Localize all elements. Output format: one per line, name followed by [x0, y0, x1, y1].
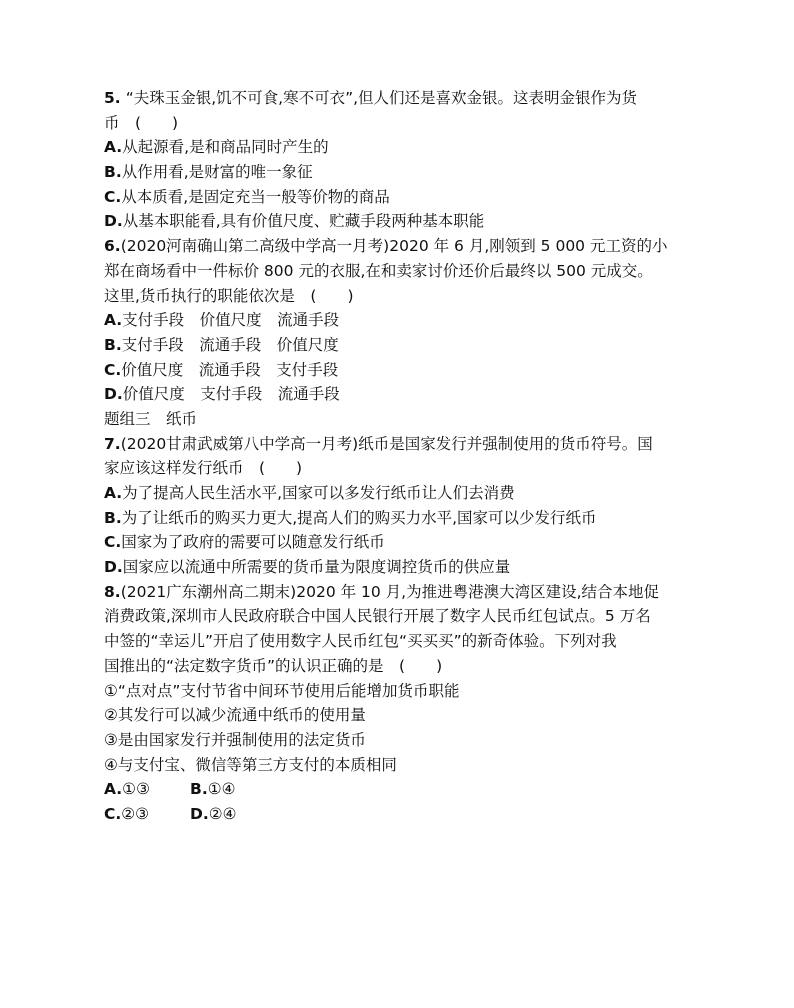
question-stem-line: 币 ( ): [104, 113, 179, 132]
option-text: 国家应以流通中所需要的货币量为限度调控货币的供应量: [122, 558, 511, 577]
question-stem-line: 消费政策,深圳市人民政府联合中国人民银行开展了数字人民币红包试点。5 万名: [104, 607, 651, 626]
option-a: [104, 481, 704, 506]
question-stem-text: (2020河南确山第二高级中学高一月考)2020 年 6 月,刚领到 5 000 元工资的小: [120, 237, 668, 256]
section-heading: 题组三 纸币: [104, 409, 198, 428]
option-c: [104, 358, 704, 383]
option-text: 从本质看,是固定充当一般等价物的商品: [121, 187, 390, 206]
question-stem-line: 郑在商场看中一件标价 800 元的衣服,在和卖家讨价还价后最终以 500 元成交。: [104, 261, 653, 280]
option-label: A.: [104, 138, 123, 157]
option-b: [104, 333, 704, 358]
option-text: ②③: [121, 804, 150, 823]
option-b: [104, 506, 704, 531]
option-text: 价值尺度 支付手段 流通手段: [122, 385, 340, 404]
question-stem-line: 国推出的“法定数字货币”的认识正确的是 ( ): [104, 656, 443, 675]
option-label: B.: [190, 780, 208, 799]
option-text: 从起源看,是和商品同时产生的: [122, 138, 329, 157]
option-label: B.: [104, 335, 122, 354]
question-stem-text: (2020甘肃武威第八中学高一月考)纸币是国家发行并强制使用的货币符号。国: [120, 434, 653, 453]
option-d: [190, 802, 276, 827]
option-a: [104, 777, 190, 802]
option-d: [104, 382, 704, 407]
question-7: [104, 432, 704, 580]
question-stem-line: [104, 580, 704, 605]
question-6: [104, 234, 704, 407]
option-a: [104, 135, 704, 160]
option-row: [104, 777, 704, 802]
option-b: [104, 160, 704, 185]
question-stem-line: [104, 432, 704, 457]
option-text: 为了让纸币的购买力更大,提高人们的购买力水平,国家可以少发行纸币: [121, 508, 597, 527]
statement-item: ④与支付宝、微信等第三方支付的本质相同: [104, 755, 397, 774]
option-label: B.: [104, 508, 122, 527]
question-stem-text: (2021广东潮州高二期末)2020 年 10 月,为推进粤港澳大湾区建设,结合本地促: [120, 582, 660, 601]
question-stem-line: 家应该这样发行纸币 ( ): [104, 459, 303, 478]
question-number: 7.: [104, 434, 121, 453]
question-stem-line: 中签的“幸运儿”开启了使用数字人民币红包“买买买”的新奇体验。下列对我: [104, 632, 617, 651]
option-text: 为了提高人民生活水平,国家可以多发行纸币让人们去消费: [122, 484, 515, 502]
option-label: D.: [190, 804, 209, 823]
statement-item: ①“点对点”支付节省中间环节使用后能增加货币职能: [104, 681, 460, 700]
option-c: [104, 185, 704, 210]
question-stem-line: 这里,货币执行的职能依次是 ( ): [104, 286, 354, 305]
option-text: 从基本职能看,具有价值尺度、贮藏手段两种基本职能: [122, 212, 485, 231]
statement-item: ②其发行可以减少流通中纸币的使用量: [104, 706, 366, 725]
option-text: 从作用看,是财富的唯一象征: [121, 163, 313, 182]
option-d: [104, 555, 704, 580]
question-number: 5.: [104, 89, 121, 107]
question-number: 8.: [104, 582, 121, 601]
option-c: [104, 802, 190, 827]
question-stem-line: [104, 234, 704, 259]
option-text: ①③: [122, 780, 150, 799]
question-stem-line: [104, 86, 704, 111]
option-label: C.: [104, 533, 122, 552]
option-label: A.: [104, 780, 123, 799]
option-d: [104, 209, 704, 234]
option-label: B.: [104, 163, 122, 182]
document-page: [104, 86, 704, 827]
question-stem-text: “夫珠玉金银,饥不可食,寒不可衣”,但人们还是喜欢金银。这表明金银作为货: [125, 89, 638, 107]
option-label: D.: [104, 558, 123, 577]
option-label: D.: [104, 385, 123, 404]
option-label: D.: [104, 212, 123, 231]
option-row: [104, 802, 704, 827]
question-8: [104, 580, 704, 827]
option-label: A.: [104, 311, 123, 330]
option-text: ②④: [208, 804, 237, 823]
statement-item: ③是由国家发行并强制使用的法定货币: [104, 730, 366, 749]
option-label: A.: [104, 484, 123, 502]
option-a: [104, 308, 704, 333]
question-number: 6.: [104, 237, 121, 256]
option-text: 支付手段 流通手段 价值尺度: [121, 335, 339, 354]
option-label: C.: [104, 804, 122, 823]
option-b: [190, 777, 276, 802]
option-text: 国家为了政府的需要可以随意发行纸币: [121, 533, 385, 552]
option-text: 支付手段 价值尺度 流通手段: [122, 311, 340, 330]
option-c: [104, 530, 704, 555]
question-5: [104, 86, 704, 234]
option-text: 价值尺度 流通手段 支付手段: [121, 360, 339, 379]
option-label: C.: [104, 187, 122, 206]
option-text: ①④: [207, 780, 236, 799]
option-label: C.: [104, 360, 122, 379]
